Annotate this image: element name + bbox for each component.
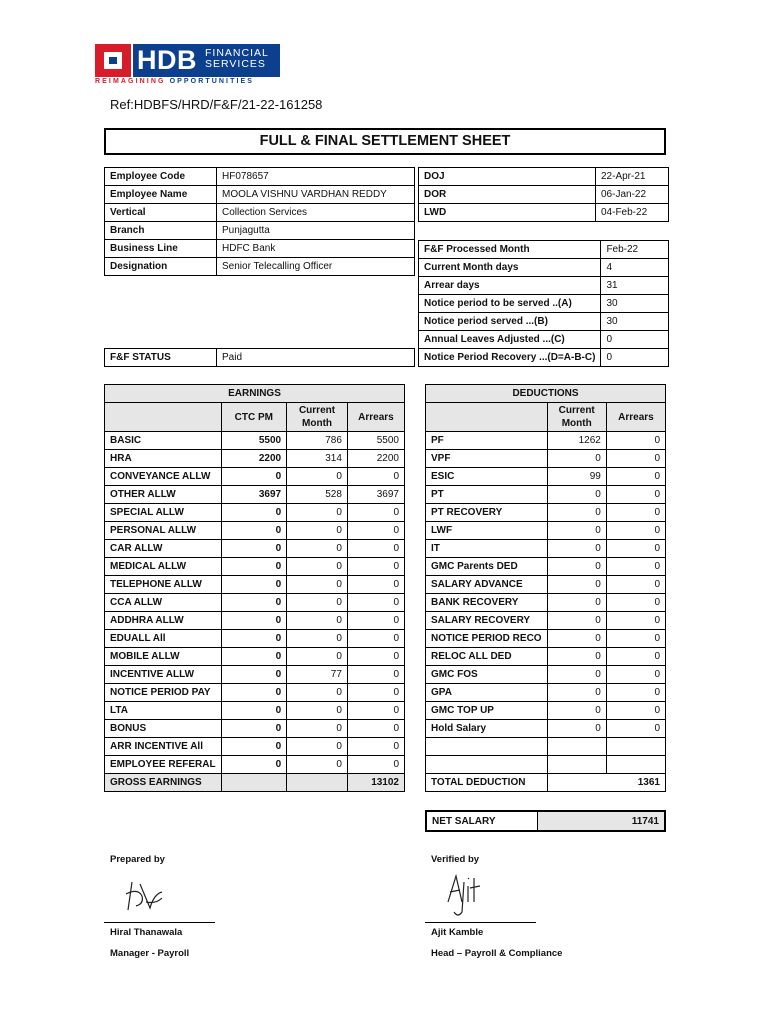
verified-signature-line <box>425 922 536 923</box>
deduction-item-label: PT RECOVERY <box>426 504 548 522</box>
earnings-ctc-value: 0 <box>221 522 287 540</box>
earnings-item-label: CCA ALLW <box>105 594 222 612</box>
ff-detail-row <box>419 259 669 277</box>
earnings-arrears-value: 5500 <box>347 432 404 450</box>
deductions-row <box>426 504 666 522</box>
earnings-row <box>105 648 405 666</box>
logo-tagline: REIMAGINING OPPORTUNITIES <box>95 78 255 85</box>
employee-row <box>105 186 415 204</box>
earnings-row <box>105 450 405 468</box>
prepared-by-name: Hiral Thanawala <box>110 927 183 938</box>
earnings-current-value: 0 <box>287 612 348 630</box>
earnings-ctc-value: 0 <box>221 756 287 774</box>
ff-detail-row <box>419 313 669 331</box>
earnings-arrears-value: 0 <box>347 630 404 648</box>
earnings-current-value: 0 <box>287 738 348 756</box>
deductions-row <box>426 450 666 468</box>
deduction-current-value: 0 <box>547 684 606 702</box>
earnings-row <box>105 486 405 504</box>
deduction-item-label: VPF <box>426 450 548 468</box>
earnings-ctc-value: 0 <box>221 702 287 720</box>
deductions-row <box>426 432 666 450</box>
deductions-row <box>426 486 666 504</box>
deduction-arrears-value: 0 <box>606 522 665 540</box>
verified-by-role: Head – Payroll & Compliance <box>431 948 563 959</box>
employee-row-value: HF078657 <box>217 168 415 186</box>
date-row-value: 22-Apr-21 <box>596 168 669 186</box>
deductions-row <box>426 612 666 630</box>
earnings-item-label: MEDICAL ALLW <box>105 558 222 576</box>
net-salary-value: 11741 <box>538 811 666 831</box>
net-salary-table <box>425 810 666 832</box>
ff-status-table <box>104 348 415 367</box>
ff-detail-row-value: 0 <box>601 349 669 367</box>
deduction-item-label: LWF <box>426 522 548 540</box>
deduction-current-value: 0 <box>547 612 606 630</box>
deduction-current-value: 0 <box>547 504 606 522</box>
date-row <box>419 168 669 186</box>
employee-row-value: MOOLA VISHNU VARDHAN REDDY <box>217 186 415 204</box>
earnings-item-label: LTA <box>105 702 222 720</box>
deduction-item-label: Hold Salary <box>426 720 548 738</box>
earnings-current-value: 0 <box>287 540 348 558</box>
earnings-ctc-value: 0 <box>221 468 287 486</box>
employee-row <box>105 258 415 276</box>
earnings-row <box>105 630 405 648</box>
deduction-current-value: 0 <box>547 630 606 648</box>
deductions-row <box>426 720 666 738</box>
earnings-row <box>105 684 405 702</box>
deductions-header-current: Current Month <box>547 403 606 432</box>
gross-earnings-label: GROSS EARNINGS <box>105 774 222 792</box>
earnings-arrears-value: 0 <box>347 738 404 756</box>
deduction-item-label: PF <box>426 432 548 450</box>
deduction-item-label: GMC FOS <box>426 666 548 684</box>
ff-detail-row-label: F&F Processed Month <box>419 241 601 259</box>
earnings-current-value: 0 <box>287 468 348 486</box>
employee-row-value: Senior Telecalling Officer <box>217 258 415 276</box>
earnings-row <box>105 738 405 756</box>
employee-row-label: Vertical <box>105 204 217 222</box>
deduction-item-label: ESIC <box>426 468 548 486</box>
deduction-arrears-value: 0 <box>606 432 665 450</box>
employee-row <box>105 240 415 258</box>
earnings-ctc-value: 0 <box>221 738 287 756</box>
employee-row <box>105 204 415 222</box>
deduction-arrears-value: 0 <box>606 504 665 522</box>
deduction-current-value: 0 <box>547 522 606 540</box>
deduction-current-value: 0 <box>547 558 606 576</box>
earnings-item-label: CONVEYANCE ALLW <box>105 468 222 486</box>
earnings-arrears-value: 0 <box>347 720 404 738</box>
date-row <box>419 204 669 222</box>
earnings-row <box>105 576 405 594</box>
earnings-header-current: Current Month <box>287 403 348 432</box>
earnings-row <box>105 594 405 612</box>
verified-by-name: Ajit Kamble <box>431 927 484 938</box>
date-row-label: DOR <box>419 186 596 204</box>
earnings-arrears-value: 0 <box>347 468 404 486</box>
earnings-arrears-value: 3697 <box>347 486 404 504</box>
employee-row-value: Punjagutta <box>217 222 415 240</box>
ff-detail-row <box>419 241 669 259</box>
deduction-arrears-value: 0 <box>606 558 665 576</box>
deductions-row <box>426 522 666 540</box>
earnings-ctc-value: 5500 <box>221 432 287 450</box>
verified-by-caption: Verified by <box>431 854 480 865</box>
earnings-current-value: 77 <box>287 666 348 684</box>
deductions-row <box>426 738 666 756</box>
ff-detail-row-label: Notice Period Recovery ...(D=A-B-C) <box>419 349 601 367</box>
earnings-arrears-value: 0 <box>347 702 404 720</box>
deduction-arrears-value: 0 <box>606 648 665 666</box>
logo-brand: HDB <box>137 45 197 75</box>
ff-detail-row <box>419 331 669 349</box>
date-row-value: 06-Jan-22 <box>596 186 669 204</box>
deduction-item-label: SALARY RECOVERY <box>426 612 548 630</box>
earnings-ctc-value: 0 <box>221 666 287 684</box>
employee-row-value: Collection Services <box>217 204 415 222</box>
earnings-item-label: BASIC <box>105 432 222 450</box>
deduction-arrears-value: 0 <box>606 612 665 630</box>
deduction-arrears-value: 0 <box>606 594 665 612</box>
deduction-arrears-value: 0 <box>606 702 665 720</box>
ff-detail-row-value: 4 <box>601 259 669 277</box>
ff-detail-row <box>419 277 669 295</box>
deduction-current-value: 0 <box>547 720 606 738</box>
ff-detail-row-value: 31 <box>601 277 669 295</box>
earnings-ctc-value: 0 <box>221 630 287 648</box>
deductions-row <box>426 648 666 666</box>
hdb-logo <box>95 44 280 86</box>
deduction-arrears-value: 0 <box>606 666 665 684</box>
earnings-current-value: 0 <box>287 594 348 612</box>
deduction-item-label: SALARY ADVANCE <box>426 576 548 594</box>
deduction-current-value <box>547 756 606 774</box>
earnings-total-row <box>105 774 405 792</box>
deduction-item-label: GMC TOP UP <box>426 702 548 720</box>
earnings-arrears-value: 0 <box>347 684 404 702</box>
deduction-current-value: 1262 <box>547 432 606 450</box>
employee-row-label: Branch <box>105 222 217 240</box>
deduction-current-value: 0 <box>547 648 606 666</box>
date-row <box>419 186 669 204</box>
earnings-title: EARNINGS <box>105 385 405 403</box>
deduction-arrears-value: 0 <box>606 576 665 594</box>
deduction-arrears-value <box>606 756 665 774</box>
deductions-row <box>426 594 666 612</box>
deduction-arrears-value: 0 <box>606 630 665 648</box>
earnings-arrears-value: 0 <box>347 594 404 612</box>
earnings-ctc-value: 0 <box>221 594 287 612</box>
deduction-item-label: IT <box>426 540 548 558</box>
earnings-current-value: 0 <box>287 558 348 576</box>
earnings-row <box>105 558 405 576</box>
ff-status-label: F&F STATUS <box>105 349 217 367</box>
ff-detail-row-label: Notice period to be served ..(A) <box>419 295 601 313</box>
deduction-current-value: 0 <box>547 450 606 468</box>
deduction-arrears-value: 0 <box>606 486 665 504</box>
total-deduction-label: TOTAL DEDUCTION <box>426 774 548 792</box>
logo-mark-icon <box>95 44 131 77</box>
earnings-ctc-value: 0 <box>221 558 287 576</box>
earnings-arrears-value: 0 <box>347 648 404 666</box>
earnings-item-label: BONUS <box>105 720 222 738</box>
dates-table <box>418 167 669 222</box>
earnings-arrears-value: 0 <box>347 576 404 594</box>
earnings-current-value: 0 <box>287 504 348 522</box>
deduction-item-label: GPA <box>426 684 548 702</box>
deduction-item-label: GMC Parents DED <box>426 558 548 576</box>
earnings-item-label: INCENTIVE ALLW <box>105 666 222 684</box>
earnings-ctc-value: 2200 <box>221 450 287 468</box>
earnings-header-arrears: Arrears <box>347 403 404 432</box>
deductions-row <box>426 576 666 594</box>
deduction-current-value: 0 <box>547 486 606 504</box>
deduction-current-value: 0 <box>547 576 606 594</box>
employee-row-label: Employee Name <box>105 186 217 204</box>
deduction-current-value: 0 <box>547 702 606 720</box>
document-title: FULL & FINAL SETTLEMENT SHEET <box>104 128 666 155</box>
ff-detail-row-value: 30 <box>601 295 669 313</box>
ff-detail-row-value: 0 <box>601 331 669 349</box>
earnings-header-ctc: CTC PM <box>221 403 287 432</box>
earnings-arrears-value: 0 <box>347 522 404 540</box>
employee-row-label: Business Line <box>105 240 217 258</box>
earnings-current-value: 528 <box>287 486 348 504</box>
deduction-current-value: 99 <box>547 468 606 486</box>
employee-info-table <box>104 167 415 276</box>
earnings-arrears-value: 0 <box>347 612 404 630</box>
verified-signature <box>440 868 484 922</box>
ff-detail-row-label: Notice period served ...(B) <box>419 313 601 331</box>
earnings-item-label: ARR INCENTIVE All <box>105 738 222 756</box>
earnings-ctc-value: 0 <box>221 504 287 522</box>
earnings-current-value: 0 <box>287 684 348 702</box>
prepared-signature <box>122 874 166 918</box>
prepared-by-role: Manager - Payroll <box>110 948 190 959</box>
deduction-arrears-value: 0 <box>606 450 665 468</box>
deduction-current-value <box>547 738 606 756</box>
earnings-row <box>105 720 405 738</box>
earnings-item-label: PERSONAL ALLW <box>105 522 222 540</box>
deductions-title: DEDUCTIONS <box>426 385 666 403</box>
deductions-row <box>426 684 666 702</box>
earnings-current-value: 0 <box>287 522 348 540</box>
deduction-current-value: 0 <box>547 594 606 612</box>
earnings-current-value: 786 <box>287 432 348 450</box>
deduction-arrears-value: 0 <box>606 468 665 486</box>
earnings-row <box>105 540 405 558</box>
earnings-ctc-value: 3697 <box>221 486 287 504</box>
deduction-arrears-value: 0 <box>606 720 665 738</box>
earnings-item-label: OTHER ALLW <box>105 486 222 504</box>
employee-row-label: Employee Code <box>105 168 217 186</box>
earnings-item-label: MOBILE ALLW <box>105 648 222 666</box>
earnings-row <box>105 522 405 540</box>
ff-detail-row-value: Feb-22 <box>601 241 669 259</box>
earnings-item-label: CAR ALLW <box>105 540 222 558</box>
earnings-current-value: 0 <box>287 648 348 666</box>
deduction-item-label <box>426 756 548 774</box>
earnings-item-label: HRA <box>105 450 222 468</box>
deductions-row <box>426 468 666 486</box>
ff-detail-row-label: Arrear days <box>419 277 601 295</box>
earnings-row <box>105 432 405 450</box>
deduction-item-label: PT <box>426 486 548 504</box>
deductions-table <box>425 384 666 792</box>
earnings-row <box>105 504 405 522</box>
deduction-arrears-value: 0 <box>606 540 665 558</box>
earnings-current-value: 0 <box>287 630 348 648</box>
employee-row-value: HDFC Bank <box>217 240 415 258</box>
deductions-total-row <box>426 774 666 792</box>
earnings-item-label: TELEPHONE ALLW <box>105 576 222 594</box>
deductions-row <box>426 540 666 558</box>
earnings-item-label: ADDHRA ALLW <box>105 612 222 630</box>
earnings-item-label: EDUALL All <box>105 630 222 648</box>
earnings-arrears-value: 0 <box>347 558 404 576</box>
employee-row <box>105 222 415 240</box>
deduction-item-label <box>426 738 548 756</box>
earnings-current-value: 314 <box>287 450 348 468</box>
ff-detail-row-value: 30 <box>601 313 669 331</box>
earnings-item-label: EMPLOYEE REFERAL <box>105 756 222 774</box>
total-deduction-value: 1361 <box>547 774 665 792</box>
deduction-current-value: 0 <box>547 540 606 558</box>
deduction-arrears-value: 0 <box>606 684 665 702</box>
earnings-ctc-value: 0 <box>221 648 287 666</box>
deductions-row <box>426 666 666 684</box>
deduction-item-label: RELOC ALL DED <box>426 648 548 666</box>
earnings-current-value: 0 <box>287 576 348 594</box>
ff-detail-row <box>419 349 669 367</box>
ff-status-value: Paid <box>217 349 415 367</box>
earnings-item-label: SPECIAL ALLW <box>105 504 222 522</box>
earnings-row <box>105 468 405 486</box>
earnings-arrears-value: 0 <box>347 756 404 774</box>
earnings-table <box>104 384 405 792</box>
earnings-arrears-value: 0 <box>347 540 404 558</box>
earnings-row <box>105 702 405 720</box>
employee-row-label: Designation <box>105 258 217 276</box>
earnings-ctc-value: 0 <box>221 540 287 558</box>
net-salary-label: NET SALARY <box>426 811 538 831</box>
earnings-arrears-value: 0 <box>347 666 404 684</box>
earnings-current-value: 0 <box>287 756 348 774</box>
deductions-row <box>426 756 666 774</box>
earnings-ctc-value: 0 <box>221 684 287 702</box>
earnings-ctc-value: 0 <box>221 720 287 738</box>
earnings-row <box>105 612 405 630</box>
date-row-label: DOJ <box>419 168 596 186</box>
date-row-value: 04-Feb-22 <box>596 204 669 222</box>
employee-row <box>105 168 415 186</box>
earnings-current-value: 0 <box>287 720 348 738</box>
date-row-label: LWD <box>419 204 596 222</box>
ff-details-table <box>418 240 669 367</box>
deduction-item-label: BANK RECOVERY <box>426 594 548 612</box>
deductions-row <box>426 630 666 648</box>
ff-detail-row-label: Annual Leaves Adjusted ...(C) <box>419 331 601 349</box>
deductions-row <box>426 558 666 576</box>
prepared-by-caption: Prepared by <box>110 854 165 865</box>
earnings-ctc-value: 0 <box>221 576 287 594</box>
deduction-current-value: 0 <box>547 666 606 684</box>
ff-detail-row-label: Current Month days <box>419 259 601 277</box>
gross-earnings-value: 13102 <box>347 774 404 792</box>
deductions-row <box>426 702 666 720</box>
prepared-signature-line <box>104 922 215 923</box>
ff-detail-row <box>419 295 669 313</box>
deductions-header-arrears: Arrears <box>606 403 665 432</box>
earnings-arrears-value: 2200 <box>347 450 404 468</box>
earnings-row <box>105 756 405 774</box>
earnings-ctc-value: 0 <box>221 612 287 630</box>
earnings-row <box>105 666 405 684</box>
deduction-item-label: NOTICE PERIOD RECO <box>426 630 548 648</box>
earnings-arrears-value: 0 <box>347 504 404 522</box>
deduction-arrears-value <box>606 738 665 756</box>
earnings-current-value: 0 <box>287 702 348 720</box>
earnings-item-label: NOTICE PERIOD PAY <box>105 684 222 702</box>
reference-number: Ref:HDBFS/HRD/F&F/21-22-161258 <box>110 97 323 112</box>
logo-subtitle: FINANCIAL SERVICES <box>205 47 269 70</box>
